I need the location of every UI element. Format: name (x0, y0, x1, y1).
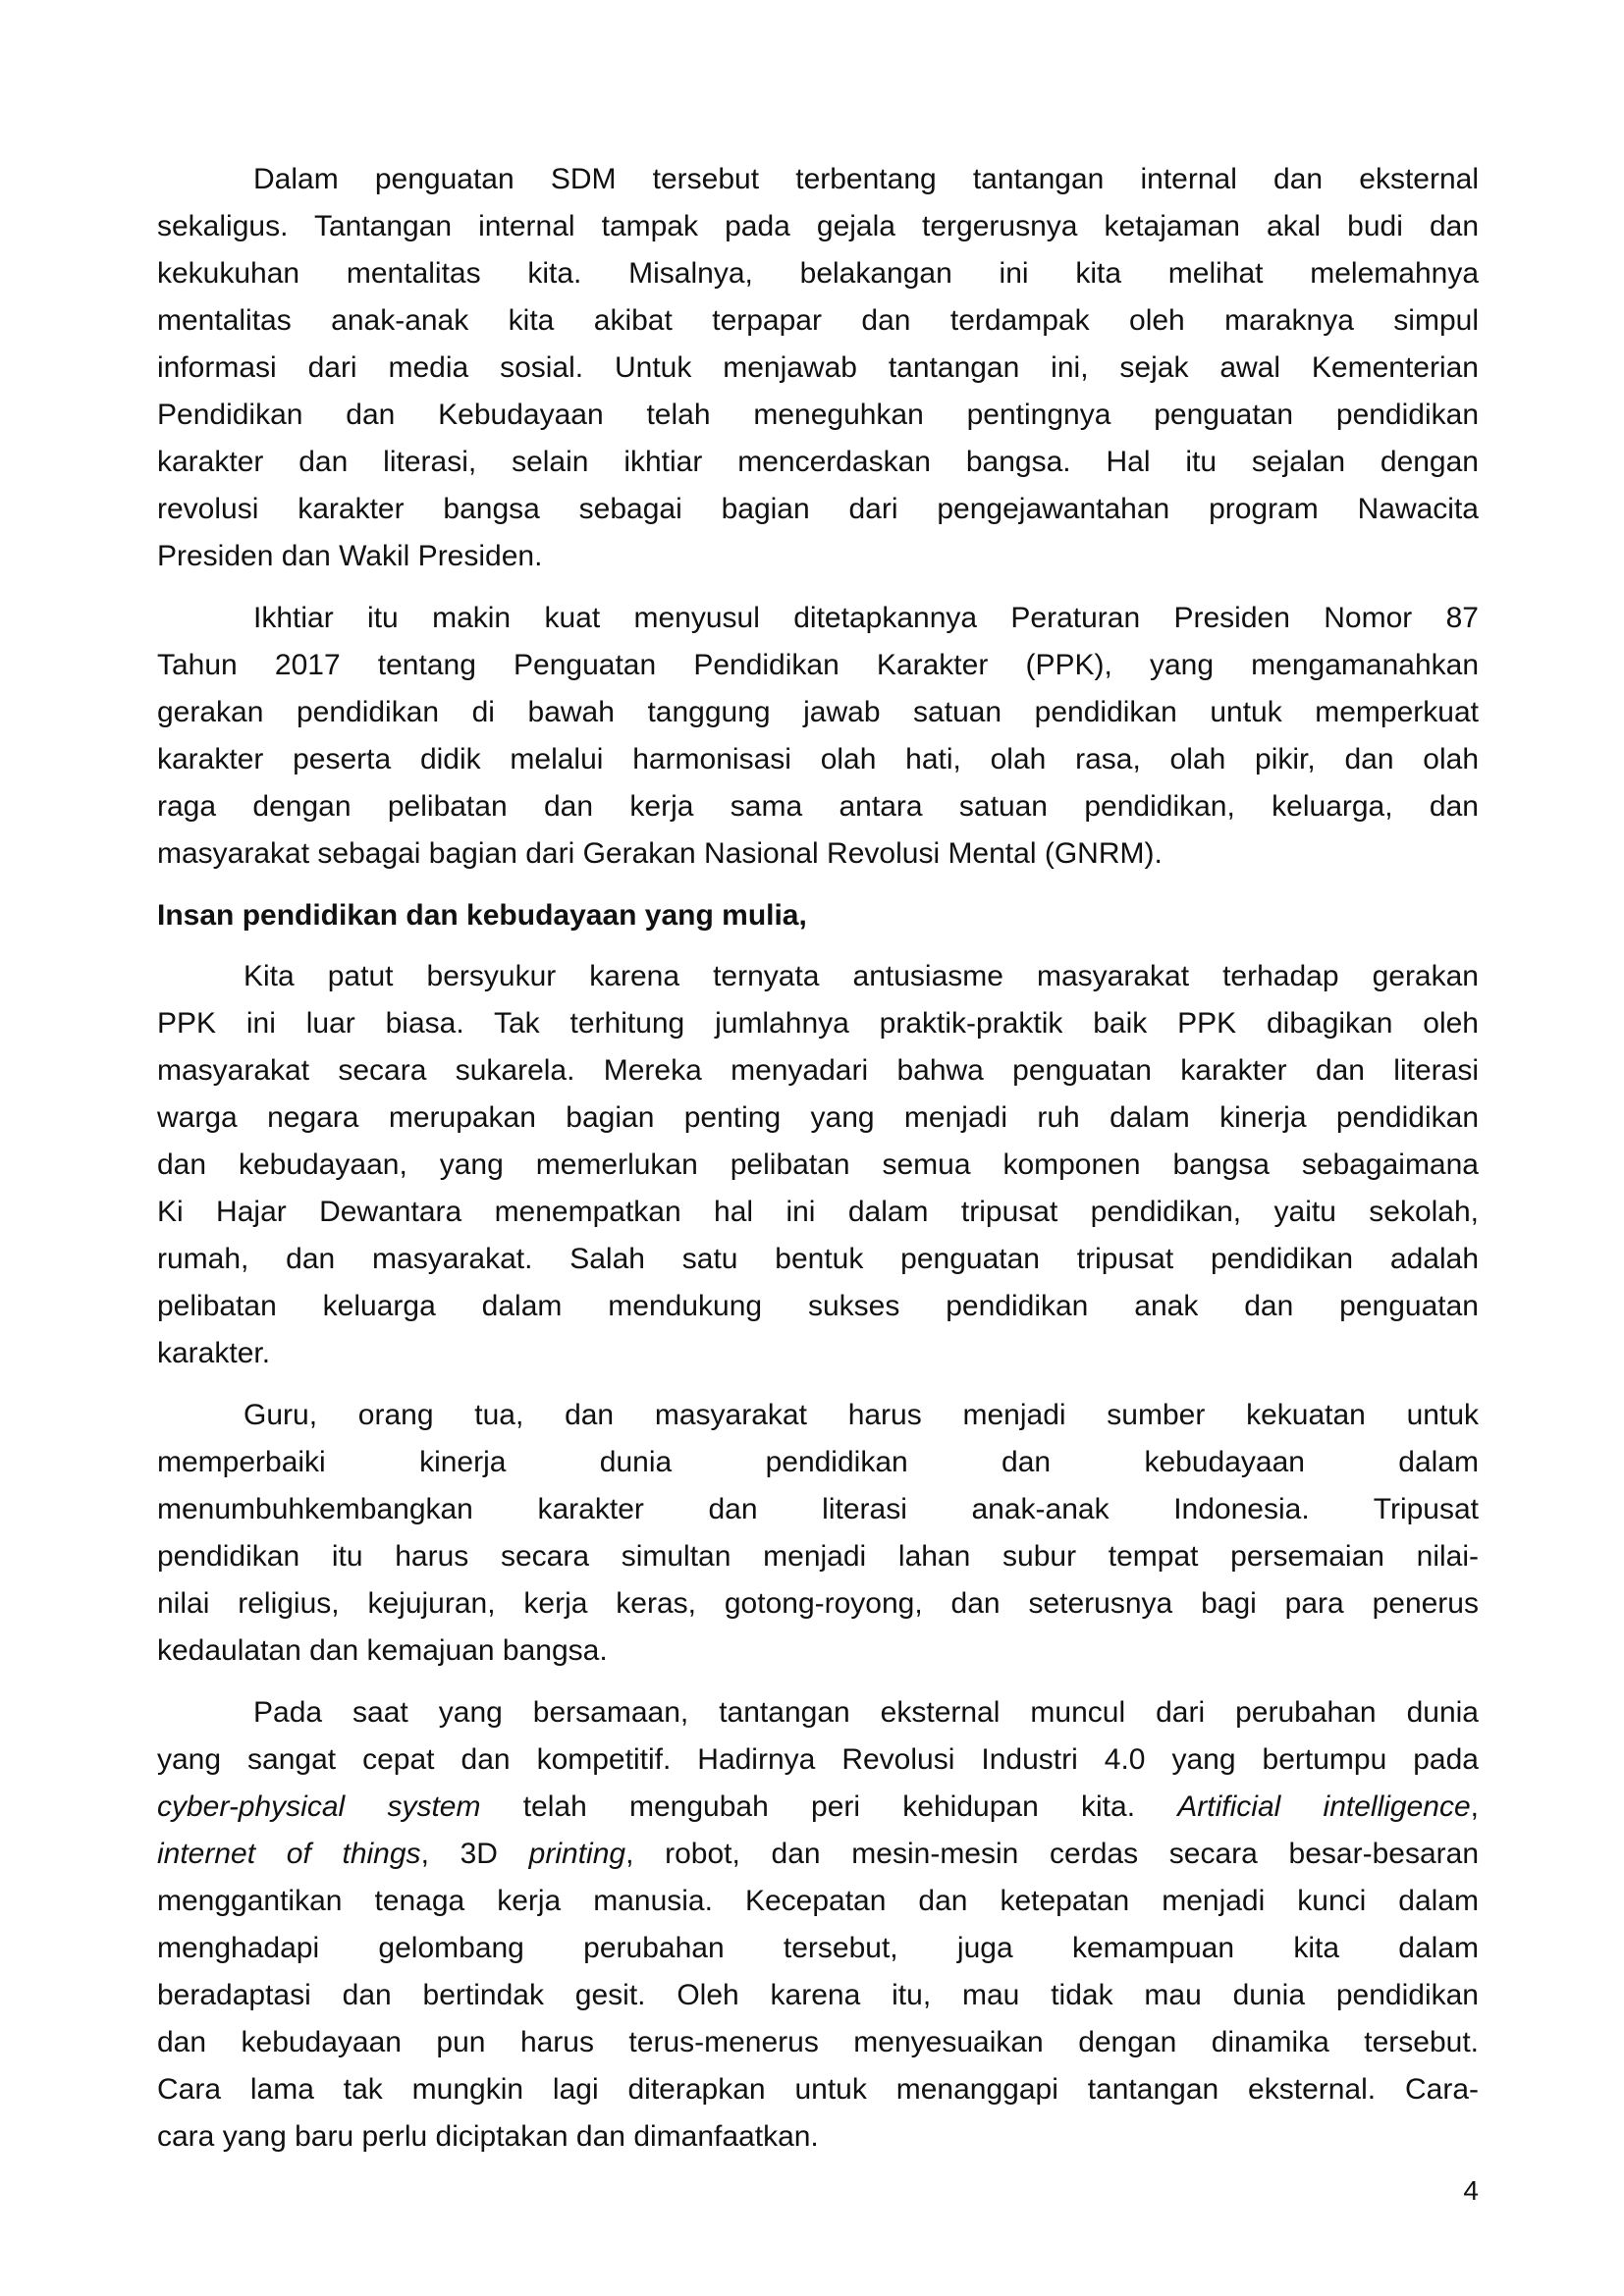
text-line: Cara lama tak mungkin lagi diterapkan untuk menanggapi tantangan eksternal. Cara- (157, 2073, 1479, 2106)
italic-term: internet of things (157, 1838, 421, 1870)
text-line: PPK ini luar biasa. Tak terhitung jumlahnya praktik-praktik baik PPK dibagikan oleh (157, 1007, 1479, 1040)
text-line: cara yang baru perlu diciptakan dan dimanfaatkan. (157, 2120, 819, 2153)
text-line: masyarakat secara sukarela. Mereka menyadari bahwa penguatan karakter dan literasi (157, 1054, 1479, 1087)
text-line: sekaligus. Tantangan internal tampak pada gejala tergerusnya ketajaman akal budi dan (157, 210, 1479, 242)
text-line: Ikhtiar itu makin kuat menyusul ditetapkannya Peraturan Presiden Nomor 87 (253, 602, 1479, 634)
document-body (157, 156, 1479, 2175)
text-line: revolusi karakter bangsa sebagai bagian dari pengejawantahan program Nawacita (157, 493, 1479, 525)
text-line: rumah, dan masyarakat. Salah satu bentuk penguatan tripusat pendidikan adalah (157, 1243, 1479, 1275)
text-line: warga negara merupakan bagian penting yang menjadi ruh dalam kinerja pendidikan (157, 1101, 1479, 1134)
text-segment: telah mengubah peri kehidupan kita. (480, 1790, 1178, 1823)
paragraph (157, 1689, 1479, 2161)
text-segment: , (1470, 1790, 1479, 1823)
text-line: nilai religius, kejujuran, kerja keras, gotong-royong, dan seterusnya bagi para penerus (157, 1587, 1479, 1620)
page-number: 4 (1463, 2175, 1479, 2206)
text-line: Tahun 2017 tentang Penguatan Pendidikan Karakter (PPK), yang mengamanahkan (157, 649, 1479, 681)
text-line: pelibatan keluarga dalam mendukung sukses pendidikan anak dan penguatan (157, 1290, 1479, 1322)
text-line: Pendidikan dan Kebudayaan telah meneguhkan pentingnya penguatan pendidikan (157, 399, 1479, 431)
italic-term: cyber-physical system (157, 1790, 481, 1823)
text-line: masyarakat sebagai bagian dari Gerakan Nasional Revolusi Mental (GNRM). (157, 837, 1163, 870)
text-line: Presiden dan Wakil Presiden. (157, 540, 543, 572)
text-line: yang sangat cepat dan kompetitif. Hadirnya Revolusi Industri 4.0 yang bertumpu pada (157, 1743, 1479, 1776)
italic-term: printing (528, 1838, 626, 1870)
text-line: beradaptasi dan bertindak gesit. Oleh karena itu, mau tidak mau dunia pendidikan (157, 1979, 1479, 2011)
text-line: dan kebudayaan pun harus terus-menerus menyesuaikan dengan dinamika tersebut. (157, 2026, 1479, 2058)
section-heading: Insan pendidikan dan kebudayaan yang mulia, (157, 899, 807, 932)
text-line: Guru, orang tua, dan masyarakat harus menjadi sumber kekuatan untuk (244, 1399, 1479, 1431)
text-line: pendidikan itu harus secara simultan menjadi lahan subur tempat persemaian nilai- (157, 1540, 1479, 1573)
text-line: dan kebudayaan, yang memerlukan pelibatan semua komponen bangsa sebagaimana (157, 1148, 1479, 1181)
text-line: kedaulatan dan kemajuan bangsa. (157, 1634, 608, 1667)
text-line: menumbuhkembangkan karakter dan literasi anak-anak Indonesia. Tripusat (157, 1493, 1479, 1525)
paragraph (157, 1392, 1479, 1675)
text-line: Dalam penguatan SDM tersebut terbentang tantangan internal dan eksternal (253, 163, 1479, 195)
text-line (157, 1784, 1479, 1831)
text-line: karakter dan literasi, selain ikhtiar mencerdaskan bangsa. Hal itu sejalan dengan (157, 446, 1479, 478)
text-line: informasi dari media sosial. Untuk menjawab tantangan ini, sejak awal Kementerian (157, 351, 1479, 384)
text-line (157, 1831, 1479, 1878)
text-line: gerakan pendidikan di bawah tanggung jawab satuan pendidikan untuk memperkuat (157, 696, 1479, 728)
text-line: raga dengan pelibatan dan kerja sama antara satuan pendidikan, keluarga, dan (157, 790, 1479, 823)
paragraph (157, 156, 1479, 580)
text-line: kekukuhan mentalitas kita. Misalnya, belakangan ini kita melihat melemahnya (157, 257, 1479, 290)
text-line: Ki Hajar Dewantara menempatkan hal ini dalam tripusat pendidikan, yaitu sekolah, (157, 1196, 1479, 1228)
text-line: Kita patut bersyukur karena ternyata antusiasme masyarakat terhadap gerakan (244, 960, 1479, 992)
paragraph (157, 595, 1479, 878)
text-segment: , robot, dan mesin-mesin cerdas secara besar-besaran (625, 1838, 1480, 1870)
text-line: karakter peserta didik melalui harmonisasi olah hati, olah rasa, olah pikir, dan olah (157, 743, 1479, 775)
text-line: menggantikan tenaga kerja manusia. Kecepatan dan ketepatan menjadi kunci dalam (157, 1885, 1479, 1917)
text-line: memperbaiki kinerja dunia pendidikan dan kebudayaan dalam (157, 1446, 1479, 1478)
italic-term: Artificial intelligence (1177, 1790, 1471, 1823)
text-line: Pada saat yang bersamaan, tantangan eksternal muncul dari perubahan dunia (253, 1696, 1479, 1729)
text-line: karakter. (157, 1337, 271, 1369)
paragraph (157, 953, 1479, 1377)
text-line: mentalitas anak-anak kita akibat terpapar dan terdampak oleh maraknya simpul (157, 304, 1479, 337)
text-line: menghadapi gelombang perubahan tersebut, juga kemampuan kita dalam (157, 1932, 1479, 1964)
text-segment: , 3D (420, 1838, 529, 1870)
